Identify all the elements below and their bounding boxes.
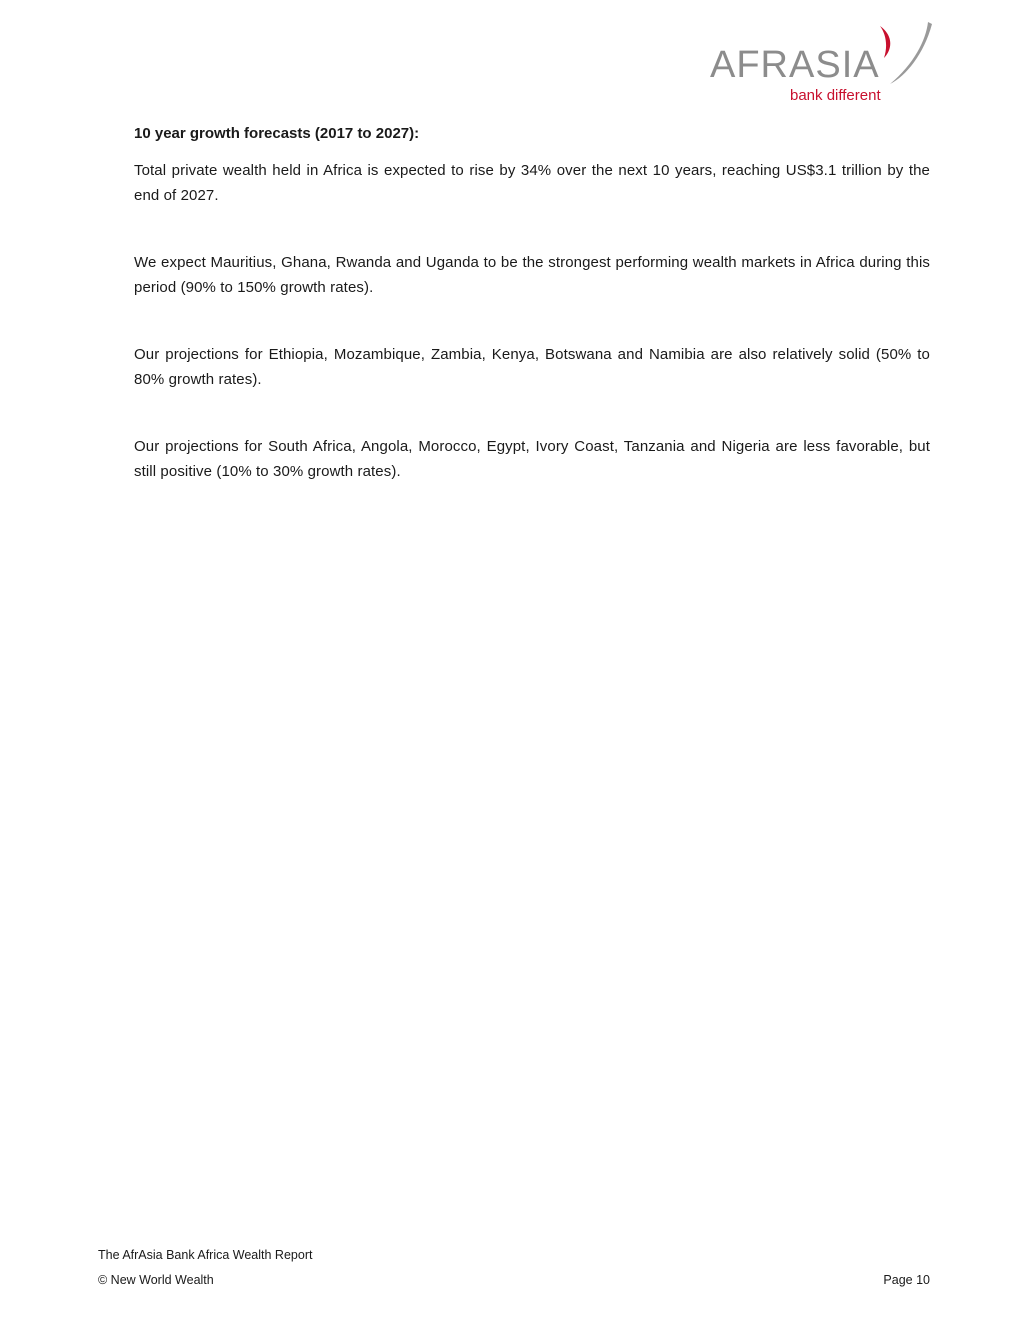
section-heading: 10 year growth forecasts (2017 to 2027): [134,125,420,142]
paragraph-total-wealth: Total private wealth held in Africa is expected to rise by 34% over the next 10 years, reaching US$3.1 trillion by the end of 2027. [134,162,930,204]
logo-wordmark: AFRASIA [710,44,880,86]
paragraph-solid-projections: Our projections for Ethiopia, Mozambique, Zambia, Kenya, Botswana and Namibia are also relatively solid (50% to 80% growth rates). [134,346,930,388]
main-content [134,124,930,526]
paragraph-less-favorable: Our projections for South Africa, Angola, Morocco, Egypt, Ivory Coast, Tanzania and Nigeria are less favorable, but still positive (10% to 30% growth rates). [134,438,930,480]
logo-tagline: bank different [790,87,881,104]
footer-copyright: © New World Wealth [98,1273,214,1287]
footer-page-number: Page 10 [883,1273,930,1287]
footer-report-title: The AfrAsia Bank Africa Wealth Report [98,1248,313,1262]
logo-swoosh-icon [876,20,934,90]
afrasia-logo [708,20,933,108]
paragraph-strongest-markets: We expect Mauritius, Ghana, Rwanda and Uganda to be the strongest performing wealth markets in Africa during this period (90% to 150% growth rates). [134,254,930,296]
